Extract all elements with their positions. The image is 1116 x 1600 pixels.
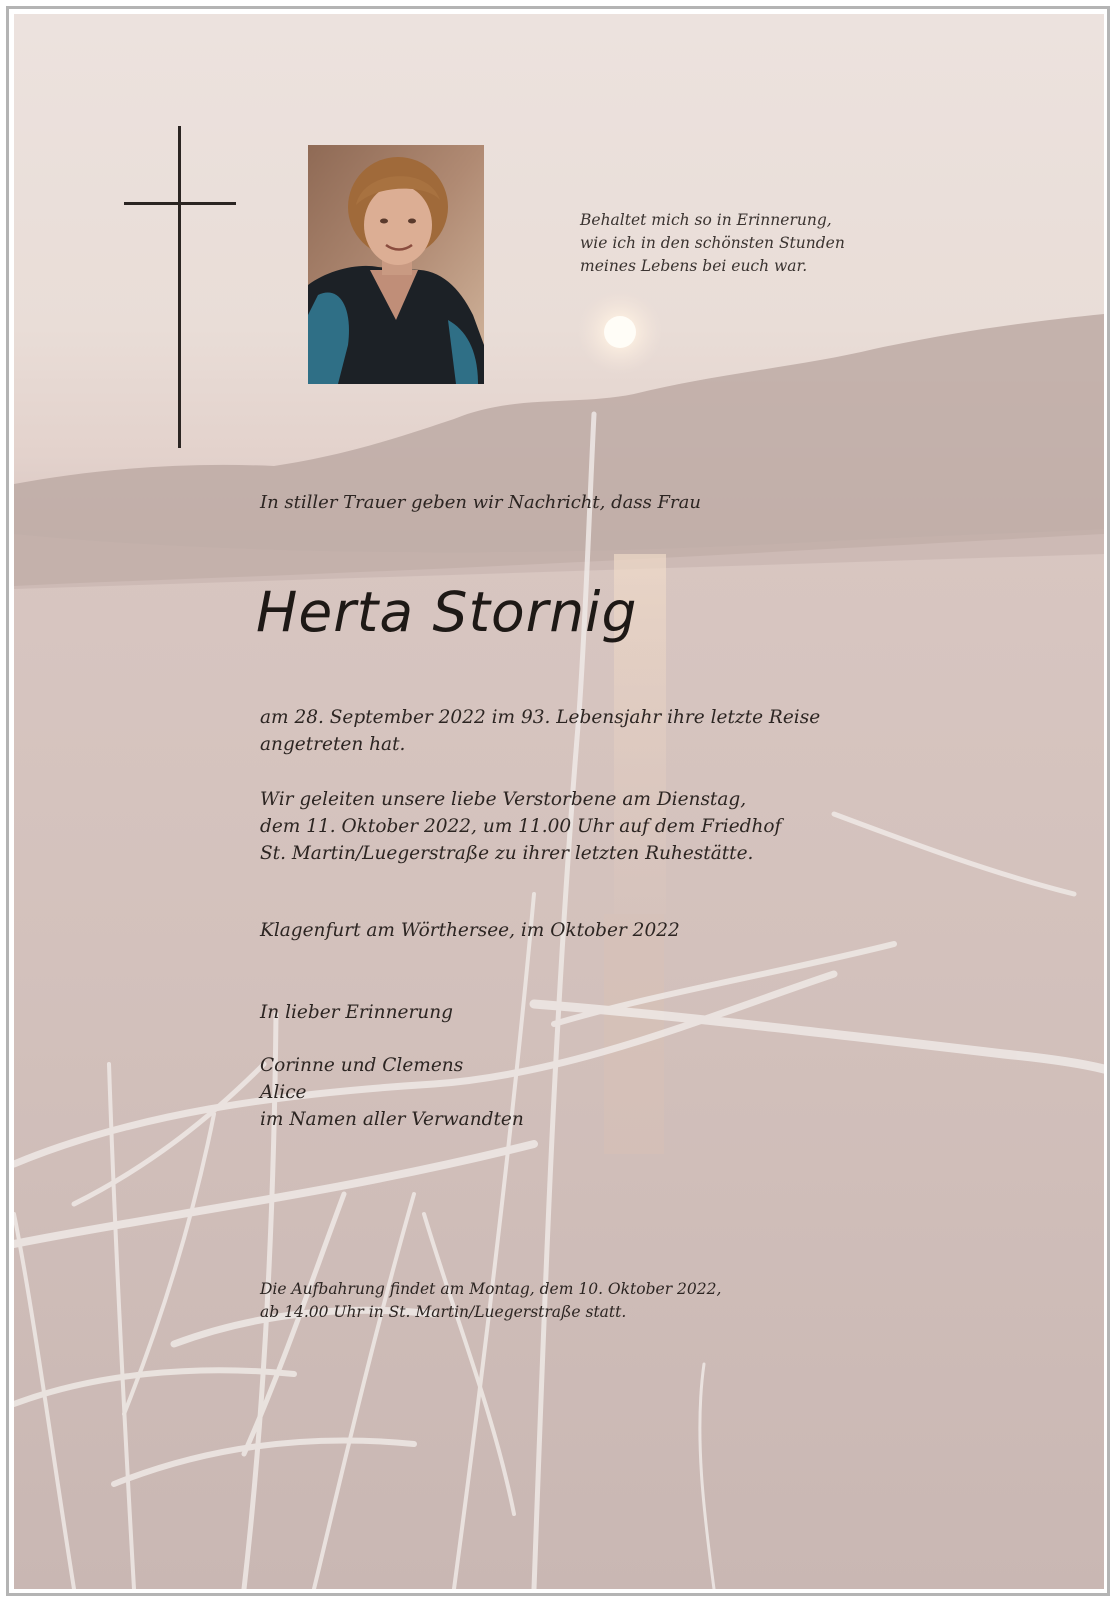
place-and-date: Klagenfurt am Wörthersee, im Oktober 2022: [260, 920, 680, 941]
viewing-notice: Die Aufbahrung findet am Montag, dem 10. Oktober 2022, ab 14.00 Uhr in St. Martin/Luegerstraße statt.: [260, 1280, 722, 1321]
death-notice: am 28. September 2022 im 93. Lebensjahr ihre letzte Reise angetreten hat.: [260, 707, 821, 755]
memorial-quote: Behaltet mich so in Erinnerung, wie ich in den schönsten Stunden meines Lebens bei euch war.: [580, 211, 845, 275]
closing-line: In lieber Erinnerung: [260, 1002, 453, 1023]
obituary-page: [14, 14, 1104, 1589]
mourners-list: Corinne und Clemens Alice im Namen aller Verwandten: [260, 1055, 524, 1130]
funeral-details: Wir geleiten unsere liebe Verstorbene am Dienstag, dem 11. Oktober 2022, um 11.00 Uhr auf dem Friedhof St. Martin/Luegerstraße zu ihrer letzten Ruhestätte.: [260, 789, 782, 864]
cross-symbol: [124, 126, 236, 448]
portrait-photo: [308, 145, 484, 384]
deceased-name: Herta Stornig: [256, 580, 638, 644]
announcement-intro: In stiller Trauer geben wir Nachricht, dass Frau: [260, 492, 701, 513]
